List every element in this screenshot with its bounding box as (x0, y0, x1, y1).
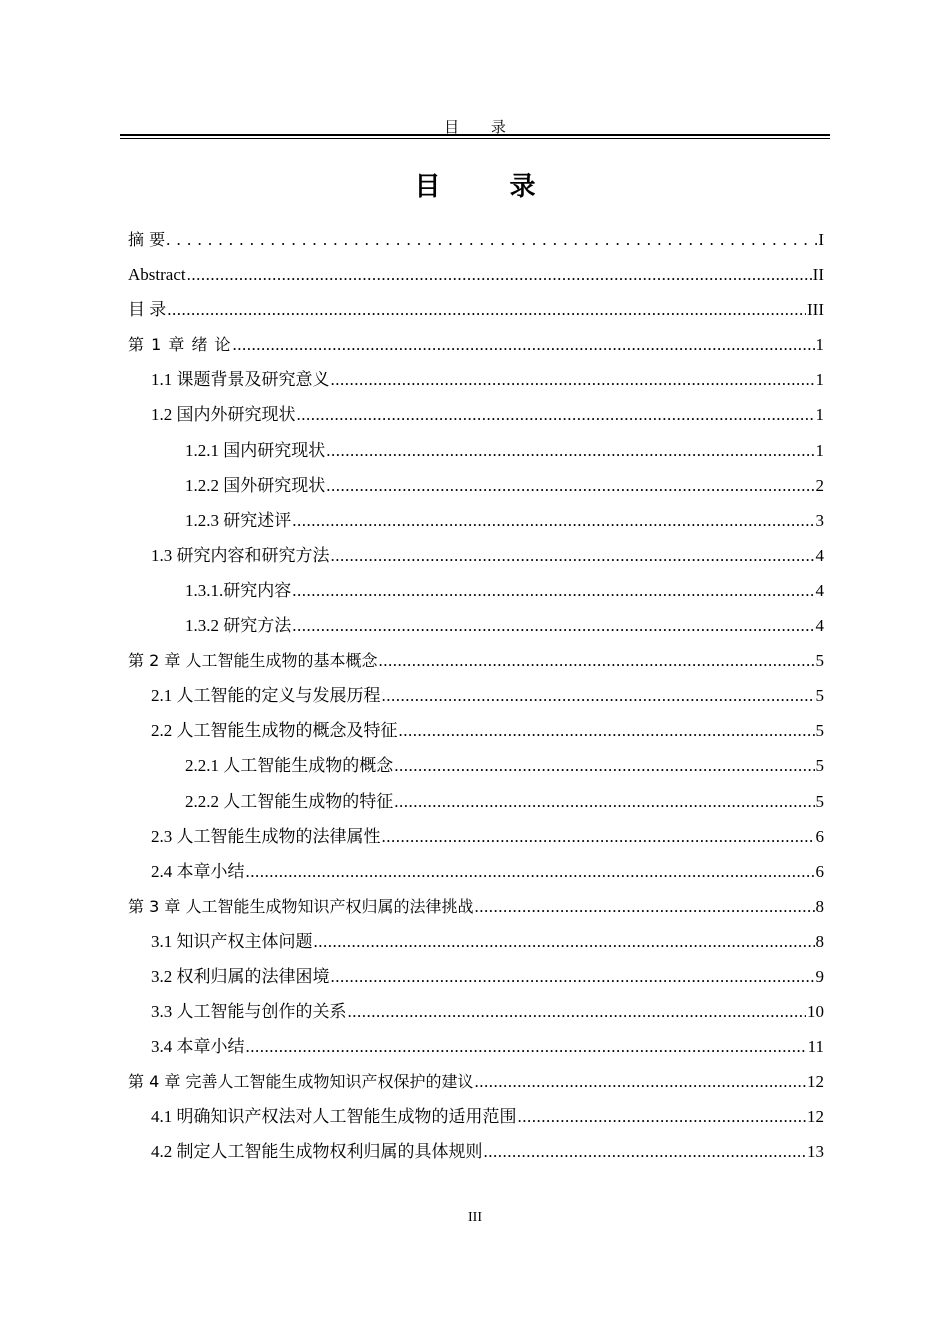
toc-entry-page: 10 (807, 1002, 824, 1022)
toc-entry[interactable] (128, 397, 824, 432)
toc-entry-label: 第 1 章 绪 论 (128, 335, 232, 355)
toc-entry[interactable] (128, 503, 824, 538)
toc-entry[interactable] (128, 994, 824, 1029)
running-header: 目 录 (444, 120, 520, 136)
toc-dot-leader (348, 994, 807, 1029)
toc-entry[interactable] (128, 292, 824, 327)
toc-dot-leader (326, 433, 814, 468)
toc-dot-leader (326, 468, 814, 503)
toc-entry-page: 5 (815, 791, 824, 811)
toc-entry[interactable] (128, 433, 824, 468)
toc-dot-leader (378, 643, 814, 678)
toc-entry[interactable] (128, 1064, 824, 1099)
toc-entry-label: 3.3 人工智能与创作的关系 (151, 1002, 347, 1022)
toc-entry-page: 11 (807, 1037, 824, 1057)
toc-entry-page: I (818, 230, 824, 249)
toc-dot-leader (518, 1099, 807, 1134)
toc-entry-label: 1.2.2 国外研究现状 (185, 475, 326, 495)
toc-entry-label: 2.1 人工智能的定义与发展历程 (151, 686, 381, 706)
toc-entry-label: 目 录 (128, 300, 167, 320)
toc-entry-label: 2.2 人工智能生成物的概念及特征 (151, 721, 398, 741)
toc-dot-leader (314, 924, 815, 959)
toc-entry-label: 第 4 章 完善人工智能生成物知识产权保护的建议 (128, 1072, 474, 1092)
toc-entry-label: 2.2.2 人工智能生成物的特征 (185, 791, 394, 811)
toc-entry[interactable] (128, 538, 824, 573)
toc-dot-leader (297, 397, 815, 432)
toc-entry-page: 13 (807, 1142, 824, 1162)
toc-entry[interactable] (128, 959, 824, 994)
toc-entry[interactable] (128, 1099, 824, 1134)
toc-entry-page: 12 (807, 1072, 824, 1092)
toc-entry-page: 6 (815, 826, 824, 846)
toc-entry-label: 2.3 人工智能生成物的法律属性 (151, 826, 381, 846)
toc-dot-leader (292, 608, 814, 643)
toc-entry-label: 3.2 权利归属的法律困境 (151, 966, 330, 986)
toc-entry-page: 5 (815, 721, 824, 741)
toc-dot-leader (474, 889, 814, 924)
toc-entry-page: 1 (815, 370, 824, 390)
toc-entry-page: 8 (815, 896, 824, 916)
toc-entry-label: 1.3.2 研究方法 (185, 616, 292, 636)
toc-entry-page: 5 (815, 651, 824, 671)
toc-dot-leader (167, 292, 806, 327)
toc-dot-leader (382, 678, 815, 713)
toc-dot-leader (484, 1134, 807, 1169)
toc-entry-label: 1.1 课题背景及研究意义 (151, 370, 330, 390)
toc-entry[interactable] (128, 854, 824, 889)
toc-dot-leader (292, 503, 814, 538)
toc-entry-page: 1 (815, 440, 824, 460)
toc-dot-leader (233, 327, 815, 362)
toc-entry[interactable] (128, 1029, 824, 1064)
toc-entry-label: 1.2.3 研究述评 (185, 510, 292, 530)
toc-entry-label: 2.4 本章小结 (151, 861, 245, 881)
toc-dot-leader (474, 1064, 806, 1099)
toc-entry-label: 第 3 章 人工智能生成物知识产权归属的法律挑战 (128, 896, 474, 916)
toc-entry-label: 4.1 明确知识产权法对人工智能生成物的适用范围 (151, 1107, 517, 1127)
toc-entry[interactable] (128, 924, 824, 959)
toc-entry-label: 4.2 制定人工智能生成物权利归属的具体规则 (151, 1142, 483, 1162)
toc-entry-label: 第 2 章 人工智能生成物的基本概念 (128, 651, 378, 671)
toc-entry-label: 2.2.1 人工智能生成物的概念 (185, 756, 394, 776)
toc-dot-leader (166, 222, 817, 257)
toc-dot-leader (394, 748, 814, 783)
toc-dot-leader (382, 819, 815, 854)
toc-entry-label: 1.2 国内外研究现状 (151, 405, 296, 425)
toc-entry-page: 4 (815, 616, 824, 636)
toc-entry-label: Abstract (128, 265, 186, 285)
toc-entry-label: 1.3.1.研究内容 (185, 580, 292, 600)
toc-entry[interactable] (128, 784, 824, 819)
toc-entry-page: 9 (815, 966, 824, 986)
toc-entry-page: 5 (815, 756, 824, 776)
toc-dot-leader (187, 257, 812, 292)
toc-entry-label: 3.1 知识产权主体问题 (151, 931, 313, 951)
toc-entry-page: 5 (815, 686, 824, 706)
toc-dot-leader (246, 854, 815, 889)
toc-entry-page: 4 (815, 580, 824, 600)
toc-dot-leader (292, 573, 814, 608)
toc-entry-page: II (812, 265, 824, 285)
toc-entry[interactable] (128, 889, 824, 924)
toc-entry[interactable] (128, 643, 824, 678)
toc-entry-page: 3 (815, 510, 824, 530)
toc-entry-page: 12 (807, 1107, 824, 1127)
toc-entry-label: 摘 要 (128, 230, 166, 249)
toc-entry-page: 2 (815, 475, 824, 495)
toc-entry-page: III (807, 300, 824, 320)
toc-entry-page: 8 (815, 931, 824, 951)
toc-entry-label: 3.4 本章小结 (151, 1037, 245, 1057)
toc-entry-label: 1.3 研究内容和研究方法 (151, 545, 330, 565)
header-rule (120, 134, 830, 139)
toc-entry[interactable] (128, 362, 824, 397)
toc-entry[interactable] (128, 678, 824, 713)
toc-dot-leader (331, 362, 815, 397)
toc-entry-page: 1 (815, 335, 824, 355)
toc-dot-leader (331, 538, 815, 573)
toc-entry[interactable] (128, 468, 824, 503)
page-number: III (468, 1210, 482, 1225)
toc-dot-leader (394, 784, 814, 819)
toc-entry-page: 4 (815, 545, 824, 565)
toc-entry[interactable] (128, 327, 824, 362)
toc-entry[interactable] (128, 573, 824, 608)
toc-entry[interactable] (128, 257, 824, 292)
toc-entry-page: 1 (815, 405, 824, 425)
toc-entry[interactable] (128, 713, 824, 748)
table-of-contents (128, 222, 824, 1170)
toc-entry[interactable] (128, 222, 824, 257)
toc-entry[interactable] (128, 748, 824, 783)
toc-dot-leader (331, 959, 815, 994)
toc-entry[interactable] (128, 608, 824, 643)
toc-entry-label: 1.2.1 国内研究现状 (185, 440, 326, 460)
toc-entry[interactable] (128, 819, 824, 854)
toc-entry-page: 6 (815, 861, 824, 881)
toc-dot-leader (246, 1029, 807, 1064)
page-title: 目 录 (414, 172, 566, 202)
toc-dot-leader (399, 713, 815, 748)
toc-entry[interactable] (128, 1134, 824, 1169)
